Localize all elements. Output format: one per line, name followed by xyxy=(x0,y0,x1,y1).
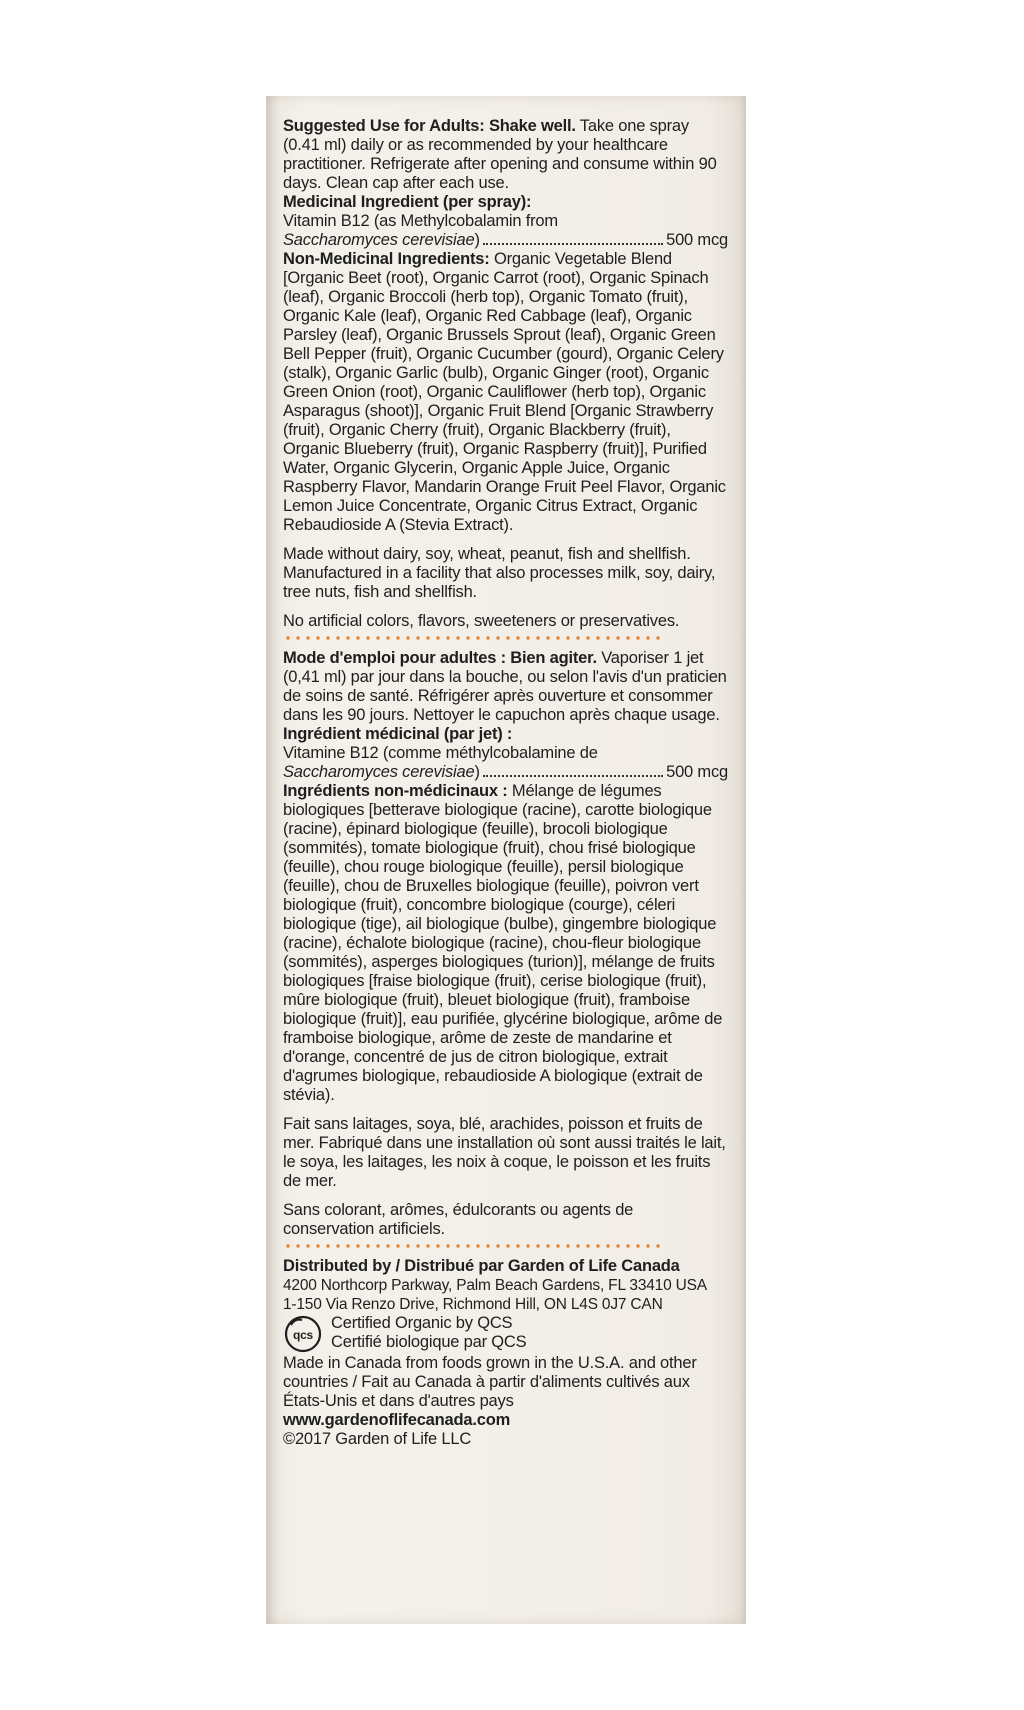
en-allergen: Made without dairy, soy, wheat, peanut, fish and shellfish. Manufactured in a facility that also processes milk, soy, dairy, tree nuts, fish and shellfish. xyxy=(283,545,716,601)
fr-suggested-use-label: Mode d'emploi pour adultes : Bien agiter. xyxy=(283,649,597,667)
en-suggested-use-label: Suggested Use for Adults: Shake well. xyxy=(283,117,576,135)
made-in: Made in Canada from foods grown in the U.S.A. and other countries / Fait au Canada à partir d'aliments cultivés aux États-Unis et dans d'autres pays xyxy=(283,1354,697,1410)
en-non-medicinal xyxy=(283,250,728,535)
fr-dose: 500 mcg xyxy=(666,763,728,781)
address-us: 4200 Northcorp Parkway, Palm Beach Gardens, FL 33410 USA xyxy=(283,1277,707,1294)
en-non-medicinal-text: Organic Vegetable Blend [Organic Beet (root), Organic Carrot (root), Organic Spinach (leaf), Organic Broccoli (herb top), Organic Tomato (fruit), Organic Kale (leaf), Organic Red Cabbage (leaf), Organic Parsley (leaf), Organic Brussels Sprout (leaf), Organic Green Bell Pepper (fruit), Organic Cucumber (gourd), Organic Celery (stalk), Organic Garlic (bulb), Organic Ginger (root), Organic Green Onion (root), Organic Cauliflower (herb top), Organic Asparagus (shoot)], Organic Fruit Blend [Organic Strawberry (fruit), Organic Cherry (fruit), Organic Blackberry (fruit), Organic Blueberry (fruit), Organic Raspberry (fruit)], Purified Water, Organic Glycerin, Organic Apple Juice, Organic Raspberry Flavor, Mandarin Orange Fruit Peel Flavor, Organic Lemon Juice Concentrate, Organic Citrus Extract, Organic Rebaudioside A (Stevia Extract). xyxy=(283,250,726,534)
address-ca: 1-150 Via Renzo Drive, Richmond Hill, ON L4S 0J7 CAN xyxy=(283,1296,663,1313)
certification xyxy=(283,1314,728,1354)
fr-non-medicinal-text: Mélange de légumes biologiques [betterave biologique (racine), carotte biologique (racine), épinard biologique (feuille), brocoli biologique (sommités), tomate biologique (fruit), chou frisé biologique (feuille), chou rouge biologique (feuille), persil biologique (feuille), chou de Bruxelles biologique (feuille), poivron vert biologique (fruit), concombre biologique (courge), céleri biologique (tige), ail biologique (bulbe), gingembre biologique (racine), échalote biologique (racine), chou-fleur biologique (sommités), asperges biologiques (turion)], mélange de fruits biologiques [fraise biologique (fruit), cerise biologique (fruit), mûre biologique (fruit), bleuet biologique (fruit), framboise biologique (fruit)], eau purifiée, glycérine biologique, arôme de framboise biologique, arôme de zeste de mandarine et d'orange, concentré de jus de citron biologique, extrait d'agrumes biologique, rebaudioside A biologique (extrait de stévia). xyxy=(283,782,723,1104)
certified-en: Certified Organic by QCS xyxy=(331,1314,513,1332)
en-no-artificial: No artificial colors, flavors, sweeteners or preservatives. xyxy=(283,612,680,630)
en-medicinal-label: Medicinal Ingredient (per spray): xyxy=(283,193,532,211)
fr-dose-line: Saccharomyces cerevisiae) 500 mcg xyxy=(283,763,728,781)
section-divider xyxy=(283,1243,663,1249)
distributor: Distributed by / Distribué par Garden of Life Canada xyxy=(283,1257,680,1275)
fr-allergen: Fait sans laitages, soya, blé, arachides, poisson et fruits de mer. Fabriqué dans une installation où sont aussi traités le lait, le soya, les laitages, les noix à coque, le poisson et les fruits de mer. xyxy=(283,1115,726,1190)
copyright: ©2017 Garden of Life LLC xyxy=(283,1430,472,1448)
qcs-logo-icon xyxy=(283,1314,323,1354)
label-text xyxy=(283,117,728,1449)
en-dose-line: Saccharomyces cerevisiae) 500 mcg xyxy=(283,231,728,249)
en-suggested-use xyxy=(283,117,728,193)
fr-suggested-use xyxy=(283,649,728,725)
en-suggested-use-text: Take one spray (0.41 ml) daily or as recommended by your healthcare practitioner. Refrigerate after opening and consume within 90 days. Clean cap after each use. xyxy=(283,117,717,192)
fr-suggested-use-text: Vaporiser 1 jet (0,41 ml) par jour dans la bouche, ou selon l'avis d'un praticien de soins de santé. Réfrigérer après ouverture et consommer dans les 90 jours. Nettoyer le capuchon après chaque usage. xyxy=(283,649,727,724)
en-dose: 500 mcg xyxy=(666,231,728,249)
fr-non-medicinal-label: Ingrédients non-médicinaux : xyxy=(283,782,508,800)
certified-fr: Certifié biologique par QCS xyxy=(331,1333,527,1351)
section-divider xyxy=(283,635,663,641)
en-non-medicinal-label: Non-Medicinal Ingredients: xyxy=(283,250,490,268)
fr-vitamin-line: Vitamine B12 (comme méthylcobalamine de xyxy=(283,744,598,762)
en-vitamin-line: Vitamin B12 (as Methylcobalamin from xyxy=(283,212,558,230)
en-source-organism: Saccharomyces cerevisiae xyxy=(283,231,475,249)
fr-source-organism: Saccharomyces cerevisiae xyxy=(283,763,475,781)
fr-dose-leader xyxy=(483,775,663,777)
svg-text:qcs: qcs xyxy=(292,1328,314,1342)
fr-non-medicinal xyxy=(283,782,728,1105)
fr-no-artificial: Sans colorant, arômes, édulcorants ou agents de conservation artificiels. xyxy=(283,1201,634,1238)
website: www.gardenoflifecanada.com xyxy=(283,1411,511,1429)
fr-medicinal-label: Ingrédient médicinal (par jet) : xyxy=(283,725,513,743)
en-dose-leader xyxy=(483,243,663,245)
